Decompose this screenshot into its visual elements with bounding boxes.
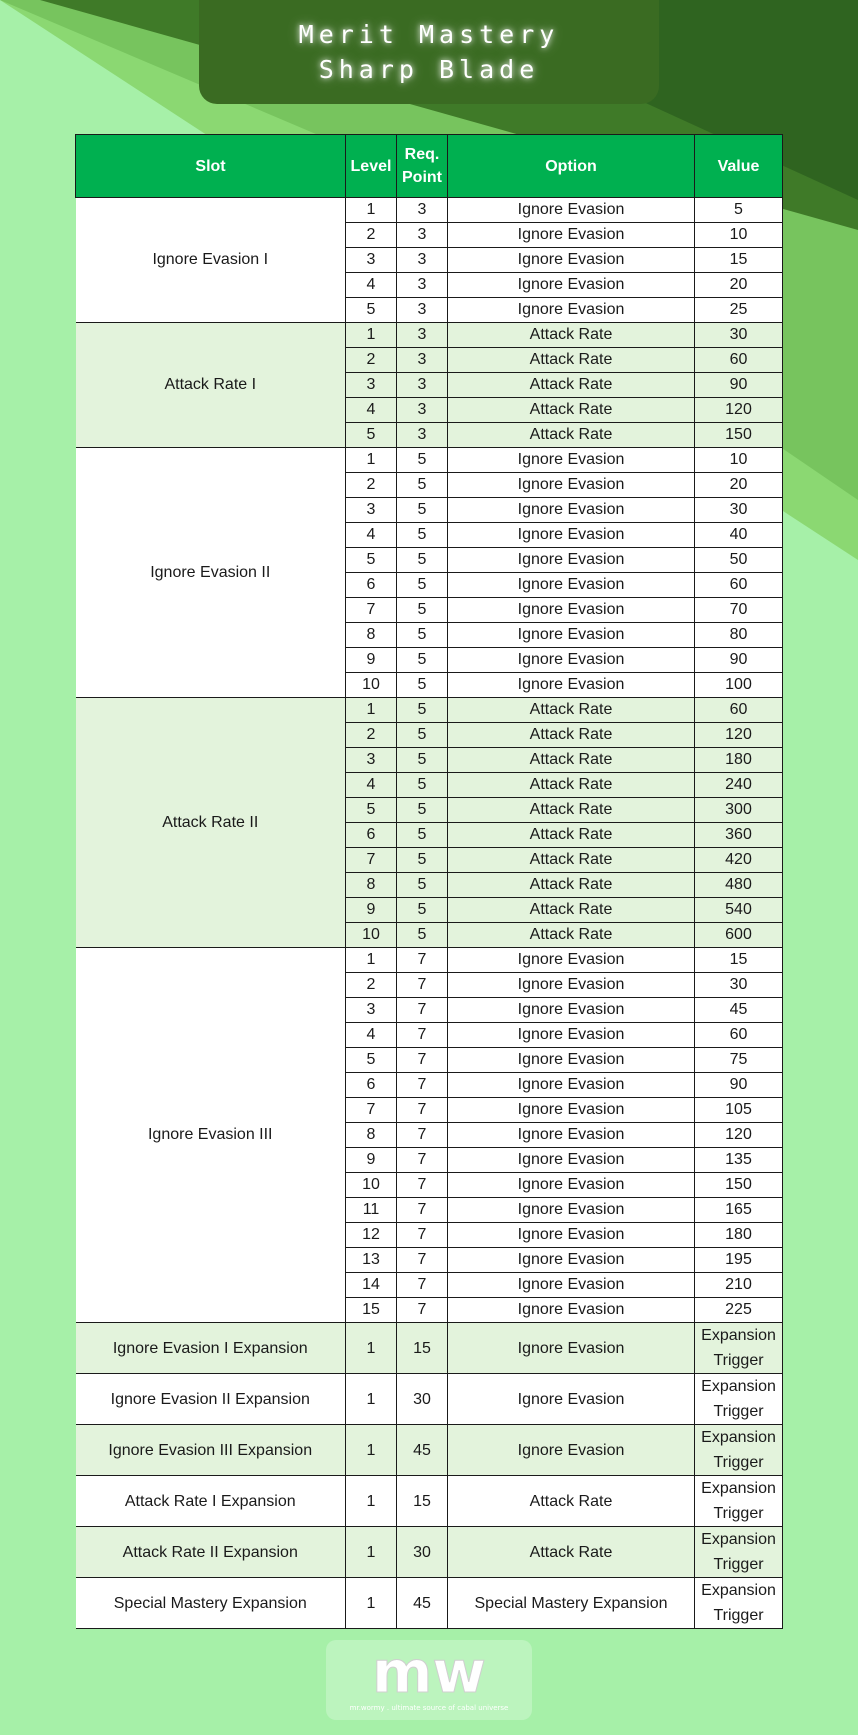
level-cell: 8 [346, 1123, 397, 1148]
option-cell: Ignore Evasion [448, 648, 695, 673]
req-point-cell: 5 [397, 873, 448, 898]
level-cell: 10 [346, 673, 397, 698]
level-cell: 1 [346, 1323, 397, 1374]
option-cell: Ignore Evasion [448, 1073, 695, 1098]
expansion-row [76, 1476, 783, 1527]
value-cell: 60 [695, 573, 783, 598]
req-point-cell: 3 [397, 198, 448, 223]
slot-cell: Attack Rate II [76, 698, 346, 948]
level-cell: 1 [346, 1476, 397, 1527]
value-cell: 10 [695, 223, 783, 248]
value-cell [695, 1527, 783, 1578]
header-level: Level [346, 135, 397, 198]
req-point-cell: 30 [397, 1527, 448, 1578]
level-cell: 1 [346, 1374, 397, 1425]
req-point-cell: 5 [397, 923, 448, 948]
value-cell: 120 [695, 398, 783, 423]
level-cell: 6 [346, 1073, 397, 1098]
value-cell [695, 1374, 783, 1425]
value-cell [695, 1425, 783, 1476]
value-line2: Trigger [713, 1403, 764, 1420]
level-cell: 4 [346, 773, 397, 798]
level-cell: 1 [346, 323, 397, 348]
req-point-cell: 7 [397, 1073, 448, 1098]
value-line2: Trigger [713, 1607, 764, 1624]
option-cell: Attack Rate [448, 323, 695, 348]
req-point-cell: 5 [397, 723, 448, 748]
table-row [76, 698, 783, 723]
option-cell: Attack Rate [448, 373, 695, 398]
req-point-cell: 15 [397, 1323, 448, 1374]
req-point-cell: 7 [397, 948, 448, 973]
req-point-cell: 5 [397, 773, 448, 798]
value-cell: 135 [695, 1148, 783, 1173]
req-point-cell: 7 [397, 1098, 448, 1123]
option-cell: Attack Rate [448, 348, 695, 373]
level-cell: 3 [346, 248, 397, 273]
header-slot: Slot [76, 135, 346, 198]
title-banner [199, 0, 659, 104]
option-cell: Ignore Evasion [448, 1223, 695, 1248]
value-cell: 540 [695, 898, 783, 923]
value-cell: 300 [695, 798, 783, 823]
level-cell: 12 [346, 1223, 397, 1248]
option-cell: Ignore Evasion [448, 573, 695, 598]
level-cell: 7 [346, 848, 397, 873]
req-point-cell: 7 [397, 1148, 448, 1173]
expansion-row [76, 1578, 783, 1629]
expansion-row [76, 1323, 783, 1374]
req-point-cell: 5 [397, 448, 448, 473]
level-cell: 3 [346, 498, 397, 523]
value-cell: 60 [695, 348, 783, 373]
req-point-cell: 5 [397, 473, 448, 498]
option-cell: Ignore Evasion [448, 1123, 695, 1148]
level-cell: 4 [346, 398, 397, 423]
req-point-cell: 3 [397, 298, 448, 323]
req-point-cell: 5 [397, 798, 448, 823]
expansion-row [76, 1425, 783, 1476]
header-value: Value [695, 135, 783, 198]
value-line2: Trigger [713, 1505, 764, 1522]
req-point-cell: 7 [397, 1173, 448, 1198]
slot-cell: Ignore Evasion II [76, 448, 346, 698]
value-cell: 15 [695, 948, 783, 973]
req-point-cell: 5 [397, 523, 448, 548]
req-point-cell: 5 [397, 898, 448, 923]
title-line-2: Sharp Blade [318, 55, 540, 84]
value-cell: 150 [695, 423, 783, 448]
value-cell: 5 [695, 198, 783, 223]
req-point-cell: 5 [397, 573, 448, 598]
req-point-cell: 5 [397, 548, 448, 573]
level-cell: 13 [346, 1248, 397, 1273]
level-cell: 9 [346, 898, 397, 923]
req-point-cell: 5 [397, 698, 448, 723]
req-point-cell: 3 [397, 273, 448, 298]
option-cell: Attack Rate [448, 898, 695, 923]
expansion-row [76, 1527, 783, 1578]
option-cell: Attack Rate [448, 1527, 695, 1578]
req-point-cell: 45 [397, 1425, 448, 1476]
value-line1: Expansion [701, 1480, 776, 1497]
option-cell: Ignore Evasion [448, 1048, 695, 1073]
req-point-cell: 7 [397, 998, 448, 1023]
req-point-cell: 3 [397, 323, 448, 348]
option-cell: Ignore Evasion [448, 248, 695, 273]
option-cell: Attack Rate [448, 423, 695, 448]
table-row [76, 198, 783, 223]
mw-logo [326, 1640, 532, 1720]
value-cell: 90 [695, 1073, 783, 1098]
value-cell: 60 [695, 698, 783, 723]
req-point-cell: 30 [397, 1374, 448, 1425]
option-cell: Ignore Evasion [448, 1273, 695, 1298]
level-cell: 2 [346, 223, 397, 248]
option-cell: Ignore Evasion [448, 1023, 695, 1048]
value-cell: 40 [695, 523, 783, 548]
slot-cell: Attack Rate I [76, 323, 346, 448]
req-point-cell: 45 [397, 1578, 448, 1629]
header-req-point [397, 135, 448, 198]
value-cell: 240 [695, 773, 783, 798]
option-cell: Attack Rate [448, 798, 695, 823]
slot-cell: Ignore Evasion I [76, 198, 346, 323]
req-point-cell: 7 [397, 973, 448, 998]
table-row [76, 448, 783, 473]
level-cell: 10 [346, 1173, 397, 1198]
value-cell: 100 [695, 673, 783, 698]
option-cell: Ignore Evasion [448, 948, 695, 973]
req-point-cell: 5 [397, 598, 448, 623]
req-point-cell: 5 [397, 748, 448, 773]
req-point-cell: 3 [397, 373, 448, 398]
option-cell: Attack Rate [448, 398, 695, 423]
value-cell: 15 [695, 248, 783, 273]
option-cell: Ignore Evasion [448, 1173, 695, 1198]
slot-cell: Attack Rate II Expansion [76, 1527, 346, 1578]
value-cell: 120 [695, 723, 783, 748]
expansion-row [76, 1374, 783, 1425]
level-cell: 1 [346, 198, 397, 223]
level-cell: 1 [346, 1425, 397, 1476]
slot-cell: Ignore Evasion III [76, 948, 346, 1323]
req-point-cell: 7 [397, 1273, 448, 1298]
req-point-cell: 3 [397, 223, 448, 248]
level-cell: 2 [346, 973, 397, 998]
option-cell: Ignore Evasion [448, 973, 695, 998]
value-cell: 600 [695, 923, 783, 948]
level-cell: 2 [346, 348, 397, 373]
option-cell: Ignore Evasion [448, 273, 695, 298]
req-point-cell: 3 [397, 348, 448, 373]
level-cell: 9 [346, 648, 397, 673]
level-cell: 5 [346, 298, 397, 323]
level-cell: 7 [346, 598, 397, 623]
option-cell: Ignore Evasion [448, 623, 695, 648]
option-cell: Ignore Evasion [448, 498, 695, 523]
level-cell: 1 [346, 1527, 397, 1578]
level-cell: 15 [346, 1298, 397, 1323]
level-cell: 5 [346, 1048, 397, 1073]
option-cell: Ignore Evasion [448, 673, 695, 698]
option-cell: Attack Rate [448, 823, 695, 848]
value-line1: Expansion [701, 1327, 776, 1344]
option-cell: Attack Rate [448, 923, 695, 948]
level-cell: 5 [346, 798, 397, 823]
slot-cell: Ignore Evasion I Expansion [76, 1323, 346, 1374]
option-cell: Attack Rate [448, 748, 695, 773]
value-cell: 480 [695, 873, 783, 898]
req-point-cell: 5 [397, 673, 448, 698]
value-cell: 195 [695, 1248, 783, 1273]
value-line1: Expansion [701, 1378, 776, 1395]
value-cell: 20 [695, 473, 783, 498]
option-cell: Ignore Evasion [448, 523, 695, 548]
header-row [76, 135, 783, 198]
level-cell: 11 [346, 1198, 397, 1223]
level-cell: 6 [346, 573, 397, 598]
value-cell: 20 [695, 273, 783, 298]
req-point-cell: 7 [397, 1298, 448, 1323]
level-cell: 1 [346, 948, 397, 973]
req-point-cell: 7 [397, 1248, 448, 1273]
option-cell: Ignore Evasion [448, 223, 695, 248]
value-line1: Expansion [701, 1582, 776, 1599]
header-req-line2: Point [402, 169, 442, 186]
option-cell: Ignore Evasion [448, 1323, 695, 1374]
option-cell: Ignore Evasion [448, 1198, 695, 1223]
option-cell: Ignore Evasion [448, 1248, 695, 1273]
req-point-cell: 5 [397, 498, 448, 523]
option-cell: Ignore Evasion [448, 198, 695, 223]
value-cell: 180 [695, 1223, 783, 1248]
table-row [76, 948, 783, 973]
level-cell: 4 [346, 523, 397, 548]
level-cell: 8 [346, 623, 397, 648]
level-cell: 1 [346, 448, 397, 473]
merit-mastery-table [75, 134, 783, 1629]
option-cell: Ignore Evasion [448, 548, 695, 573]
slot-cell: Special Mastery Expansion [76, 1578, 346, 1629]
value-line2: Trigger [713, 1454, 764, 1471]
option-cell: Ignore Evasion [448, 473, 695, 498]
req-point-cell: 15 [397, 1476, 448, 1527]
value-cell: 210 [695, 1273, 783, 1298]
value-cell: 30 [695, 973, 783, 998]
value-cell: 420 [695, 848, 783, 873]
level-cell: 4 [346, 1023, 397, 1048]
value-cell [695, 1578, 783, 1629]
level-cell: 4 [346, 273, 397, 298]
value-cell: 225 [695, 1298, 783, 1323]
option-cell: Special Mastery Expansion [448, 1578, 695, 1629]
option-cell: Ignore Evasion [448, 998, 695, 1023]
table-body [76, 198, 783, 1629]
level-cell: 2 [346, 723, 397, 748]
level-cell: 1 [346, 1578, 397, 1629]
value-cell: 25 [695, 298, 783, 323]
value-cell: 60 [695, 1023, 783, 1048]
req-point-cell: 5 [397, 648, 448, 673]
level-cell: 3 [346, 373, 397, 398]
option-cell: Ignore Evasion [448, 1148, 695, 1173]
level-cell: 5 [346, 548, 397, 573]
value-cell: 90 [695, 373, 783, 398]
value-cell: 45 [695, 998, 783, 1023]
table-row [76, 323, 783, 348]
value-cell: 70 [695, 598, 783, 623]
level-cell: 2 [346, 473, 397, 498]
svg-text:mw: mw [371, 1640, 487, 1706]
option-cell: Ignore Evasion [448, 1425, 695, 1476]
slot-cell: Attack Rate I Expansion [76, 1476, 346, 1527]
slot-cell: Ignore Evasion III Expansion [76, 1425, 346, 1476]
value-cell: 50 [695, 548, 783, 573]
svg-text:mr.wormy . ultimate source of: mr.wormy . ultimate source of cabal universe [349, 1704, 509, 1712]
req-point-cell: 7 [397, 1023, 448, 1048]
value-line2: Trigger [713, 1352, 764, 1369]
option-cell: Ignore Evasion [448, 1298, 695, 1323]
level-cell: 3 [346, 998, 397, 1023]
req-point-cell: 5 [397, 623, 448, 648]
header-option: Option [448, 135, 695, 198]
value-line1: Expansion [701, 1429, 776, 1446]
value-cell: 165 [695, 1198, 783, 1223]
option-cell: Attack Rate [448, 723, 695, 748]
level-cell: 7 [346, 1098, 397, 1123]
option-cell: Ignore Evasion [448, 448, 695, 473]
req-point-cell: 7 [397, 1048, 448, 1073]
req-point-cell: 7 [397, 1198, 448, 1223]
value-cell: 90 [695, 648, 783, 673]
value-cell: 150 [695, 1173, 783, 1198]
req-point-cell: 3 [397, 248, 448, 273]
req-point-cell: 5 [397, 823, 448, 848]
option-cell: Ignore Evasion [448, 298, 695, 323]
level-cell: 6 [346, 823, 397, 848]
req-point-cell: 5 [397, 848, 448, 873]
value-cell: 30 [695, 498, 783, 523]
level-cell: 3 [346, 748, 397, 773]
value-cell: 180 [695, 748, 783, 773]
level-cell: 14 [346, 1273, 397, 1298]
option-cell: Attack Rate [448, 698, 695, 723]
level-cell: 8 [346, 873, 397, 898]
req-point-cell: 7 [397, 1223, 448, 1248]
option-cell: Ignore Evasion [448, 1098, 695, 1123]
level-cell: 9 [346, 1148, 397, 1173]
value-cell: 360 [695, 823, 783, 848]
option-cell: Attack Rate [448, 873, 695, 898]
level-cell: 10 [346, 923, 397, 948]
header-req-line1: Req. [404, 146, 440, 163]
value-cell: 120 [695, 1123, 783, 1148]
slot-cell: Ignore Evasion II Expansion [76, 1374, 346, 1425]
value-cell: 80 [695, 623, 783, 648]
option-cell: Ignore Evasion [448, 598, 695, 623]
value-cell [695, 1323, 783, 1374]
title-line-1: Merit Mastery [298, 20, 560, 49]
level-cell: 1 [346, 698, 397, 723]
value-cell [695, 1476, 783, 1527]
option-cell: Attack Rate [448, 848, 695, 873]
option-cell: Attack Rate [448, 773, 695, 798]
value-line1: Expansion [701, 1531, 776, 1548]
level-cell: 5 [346, 423, 397, 448]
value-line2: Trigger [713, 1556, 764, 1573]
option-cell: Attack Rate [448, 1476, 695, 1527]
value-cell: 10 [695, 448, 783, 473]
value-cell: 105 [695, 1098, 783, 1123]
req-point-cell: 3 [397, 398, 448, 423]
value-cell: 30 [695, 323, 783, 348]
req-point-cell: 7 [397, 1123, 448, 1148]
req-point-cell: 3 [397, 423, 448, 448]
value-cell: 75 [695, 1048, 783, 1073]
option-cell: Ignore Evasion [448, 1374, 695, 1425]
